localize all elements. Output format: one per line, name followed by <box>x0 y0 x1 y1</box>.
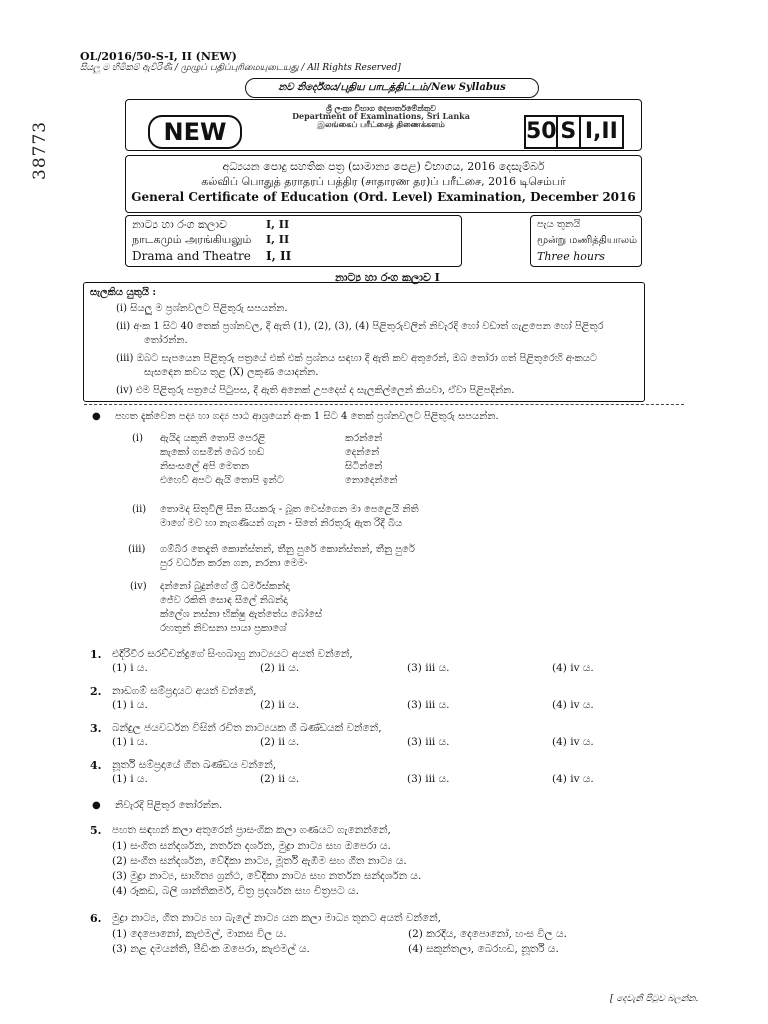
instructions-box <box>83 282 645 402</box>
exam-title-en: General Certificate of Education (Ord. Level) Examination, December 2016 <box>131 190 636 204</box>
extract-line: රහතුන් නිවසනා පායා ප්‍රකාශේ <box>160 623 287 634</box>
dept-line-en: Department of Examinations, Sri Lanka <box>292 111 470 121</box>
extract-line-end: සිටින්නේ <box>345 461 383 472</box>
option: (1) i ය. <box>112 773 148 785</box>
question-text: බන්දුල ජයවර්ධන විසින් රචිත නාට්‍යයක ගී ඛණ්ඩයක් වන්නේ, <box>112 722 382 734</box>
bullet-icon: ● <box>92 411 101 422</box>
question-number: 5. <box>90 824 102 837</box>
option: (2) ii ය. <box>260 662 300 674</box>
option: (2) සංගීත සන්දර්ශන, වේදිකා නාට්‍ය, මූර්ති ඇඹීම සහ ගීත නාට්‍ය ය. <box>112 855 407 867</box>
instruction-item: තෝරන්න. <box>144 335 188 346</box>
option: (2) ii ය. <box>260 699 300 711</box>
question-number: 3. <box>90 722 102 735</box>
divider <box>84 404 684 405</box>
subject-ta-part: I, II <box>266 233 290 246</box>
option: (1) i ය. <box>112 662 148 674</box>
extract-line: නිසංසලේ අපි මෙතන <box>160 461 250 472</box>
option: (3) iii ය. <box>407 736 450 748</box>
dept-line-si: ශ්‍රී ලංකා විභාග දෙපාර්තමේන්තුව <box>325 103 437 113</box>
extract-line: ඇයිද යකුනි තොපි පෙරළි <box>160 433 266 444</box>
code-part-papers: I,II <box>584 119 618 144</box>
question-number: 2. <box>90 685 102 698</box>
question-text: නූර්ති සම්ප්‍රදායේ ගීත ඛණ්ඩය වන්නේ, <box>112 759 277 771</box>
extract-line-end: දෙන්නේ <box>345 447 380 458</box>
code-part-letter: S <box>558 117 581 147</box>
option: (2) ii ය. <box>260 773 300 785</box>
time-ta: மூன்று மணித்தியாலம் <box>537 235 638 246</box>
question-number: 6. <box>90 912 102 925</box>
time-en: Three hours <box>537 250 605 263</box>
option: (4) iv ය. <box>552 662 594 674</box>
extract-line: කැකෝ ගසමින් බෙර හඬ <box>160 447 265 458</box>
handwritten-serial: 38773 <box>30 120 50 180</box>
option: (3) iii ය. <box>407 662 450 674</box>
option: (2) ii ය. <box>260 736 300 748</box>
instruction-item: සැසඳෙන කවය තුළ (X) ලකුණ යොදන්න. <box>144 367 319 378</box>
instruction-item: (iv) එම පිළිතුරු පත්‍රයේ පිටුපස, දී ඇති අනෙක් උපදෙස් ද සැලකිල්ලෙන් කියවා, ඒවා පිළිපදින්න. <box>116 385 515 396</box>
option: (3) මුද්‍රා නාට්‍ය, සාහිත්‍ය ග්‍රන්ථ, වේදිකා නාට්‍ය සහ නර්තන සන්දර්ශන ය. <box>112 870 422 882</box>
option: (1) සංගීත සන්දර්ශන, නර්තන දර්ශන, මුද්‍රා නාට්‍ය සහ ඔපෙරා ය. <box>112 840 391 852</box>
question-number: 4. <box>90 759 102 772</box>
dept-line-ta: இலங்கைப் பரீட்சைத் திணைக்களம் <box>317 119 445 129</box>
paper-title: නාට්‍ය හා රංග කලාව I <box>335 271 440 284</box>
extract-line: තොමද සිතුවිලි සීන සීයකරු - බූත වෙස්ගෙන මා පෙළෙයි නිති <box>160 504 419 515</box>
instructions-heading: සැලකිය යුතුයි : <box>90 287 157 298</box>
time-si: පැය තුනයි <box>537 219 581 230</box>
question-number: 1. <box>90 648 102 661</box>
option: (3) නළ දමයන්ති, පීඩිංක ඔපෙරා, කැළුමල් ය. <box>112 943 310 955</box>
subject-en-part: I, II <box>266 249 292 263</box>
question-text: එදිරිවීර සරච්චන්ද්‍රගේ සිංහබාහු නාට්‍යයට අයත් වන්නේ, <box>112 648 353 660</box>
extract-line-end: කරන්නේ <box>345 433 383 444</box>
question-text: නාඩගම් සම්ප්‍රදායට අයත් වන්නේ, <box>112 685 257 697</box>
exam-title-si: අධ්‍යයන පොදු සහතික පත්‍ර (සාමාන්‍ය පෙළ) විභාගය, 2016 දෙසැම්බර් <box>222 160 545 173</box>
instruction-item: (ii) අංක 1 සිට 40 තෙක් ප්‍රශ්නවල, දී ඇති (1), (2), (3), (4) පිළිතුරුවලින් නිවැරදි හෝ වඩාත් ගැළපෙන හෝ පිළිතුර <box>116 321 604 332</box>
department-lines <box>246 104 516 128</box>
choose-instruction: නිවැරදි පිළිතුර තෝරන්න. <box>115 800 223 811</box>
option: (4) රූකඩ, බලි ශාන්තිකර්ම, චිත්‍ර ප්‍රදර්ශන සහ චිත්‍රපට ය. <box>112 885 359 897</box>
extract-label: (iii) <box>128 544 146 555</box>
question-text: පහත සඳහන් කලා අතුරෙන් ප්‍රාසංගික කලා ගණයට ගැනෙන්නේ, <box>112 824 391 836</box>
paper-code: OL/2016/50-S-I, II (NEW) <box>80 50 237 63</box>
question-text: මුද්‍රා නාට්‍ය, ගීත නාට්‍ය හා බැලේ නාට්‍ය යන කලා මාධ්‍ය තුනට අයත් වන්නේ, <box>112 912 441 924</box>
exam-title-box <box>125 155 642 213</box>
option: (4) iv ය. <box>552 736 594 748</box>
rights-reserved: සියලු ම හිමිකම් ඇවිරිණි / முழுப் பதிப்புரிமையுடையது / All Rights Reserved] <box>80 63 401 73</box>
subject-box <box>125 215 462 267</box>
extract-line: ක්ලේශ නස්නා භික්ෂු ඇත්තේය බෝසේ <box>160 609 323 620</box>
extract-line: දන්නෝ බුදුන්ගේ ශ්‍රී ධර්මස්කන්දා <box>160 581 290 592</box>
option: (2) කරදිය, දෙපොනෝ, හංස විල ය. <box>408 928 567 940</box>
extract-label: (iv) <box>130 581 147 592</box>
option: (1) i ය. <box>112 699 148 711</box>
extract-line: ජේව රකිති සොඳ සීලේ නිබන්දා <box>160 595 288 606</box>
instruction-item: (i) සියලු ම ප්‍රශ්නවලට පිළිතුරු සපයන්න. <box>116 303 288 314</box>
exam-title-ta: கல்விப் பொதுத் தராதரப் பத்திர (சாதாரண தர)ப் பரீட்சை, 2016 டிசெம்பர் <box>201 175 566 188</box>
bullet-icon: ● <box>92 800 101 811</box>
subject-code-box <box>524 115 624 149</box>
syllabus-label: නව නිර්දේශය/புதிய பாடத்திட்டம்/New Syllabus <box>245 78 539 98</box>
code-part-number: 50 <box>526 117 558 147</box>
option: (1) i ය. <box>112 736 148 748</box>
extract-line-end: නොදෙන්නේ <box>345 475 398 486</box>
instruction-item: (iii) ඔබට සැපයෙන පිළිතුරු පත්‍රයේ එක් එක් ප්‍රශ්නය සඳහා දී ඇති කව අතුරෙන්, ඔබ තෝරා ගත් පිළිතුරෙහි අංකයට <box>116 353 598 364</box>
option: (3) iii ය. <box>407 699 450 711</box>
extract-line: ගම්බිර තෙදැති කොන්ස්තන්, තීනු පුරේ කොන්ස්තන්, තීනු පුරේ <box>160 544 415 555</box>
next-page-note: [ දෙවැනි පිටුව බලන්න. <box>610 994 699 1004</box>
subject-si: නාට්‍ය හා රංග කලාව <box>132 218 227 231</box>
extract-line: පුර වර්ධන කරන ගන, නරනා මෙමං <box>160 558 308 569</box>
subject-ta: நாடகமும் அரங்கியலும் <box>132 233 252 246</box>
option: (4) සකුන්තලා, බෙරහඩ, නූර්ති ය. <box>408 943 559 955</box>
time-box <box>530 215 642 267</box>
option: (4) iv ය. <box>552 699 594 711</box>
extract-label: (i) <box>132 433 144 444</box>
option: (4) iv ය. <box>552 773 594 785</box>
option: (3) iii ය. <box>407 773 450 785</box>
new-badge: NEW <box>148 115 242 149</box>
option: (1) දෙපොනෝ, කැළුමල්, මානස විල ය. <box>112 928 287 940</box>
extract-label: (ii) <box>132 504 147 515</box>
extract-line: එහෙව් අපට ඇයි තොපි ඉන්ට <box>160 475 284 486</box>
subject-si-part: I, II <box>266 218 290 231</box>
subject-en: Drama and Theatre <box>132 249 251 263</box>
extract-line: මාගේ මව හා නැගණියන් ගැන - සිතේ නිරතුරු ඇත රිදී බිය <box>160 518 403 529</box>
intro-text: පහත දැක්වෙන පද්‍ය හා ගද්‍ය පාඨ ආශ්‍රයෙන් අංක 1 සිට 4 තෙක් ප්‍රශ්නවලට පිළිතුරු සපයන්න. <box>115 411 499 422</box>
